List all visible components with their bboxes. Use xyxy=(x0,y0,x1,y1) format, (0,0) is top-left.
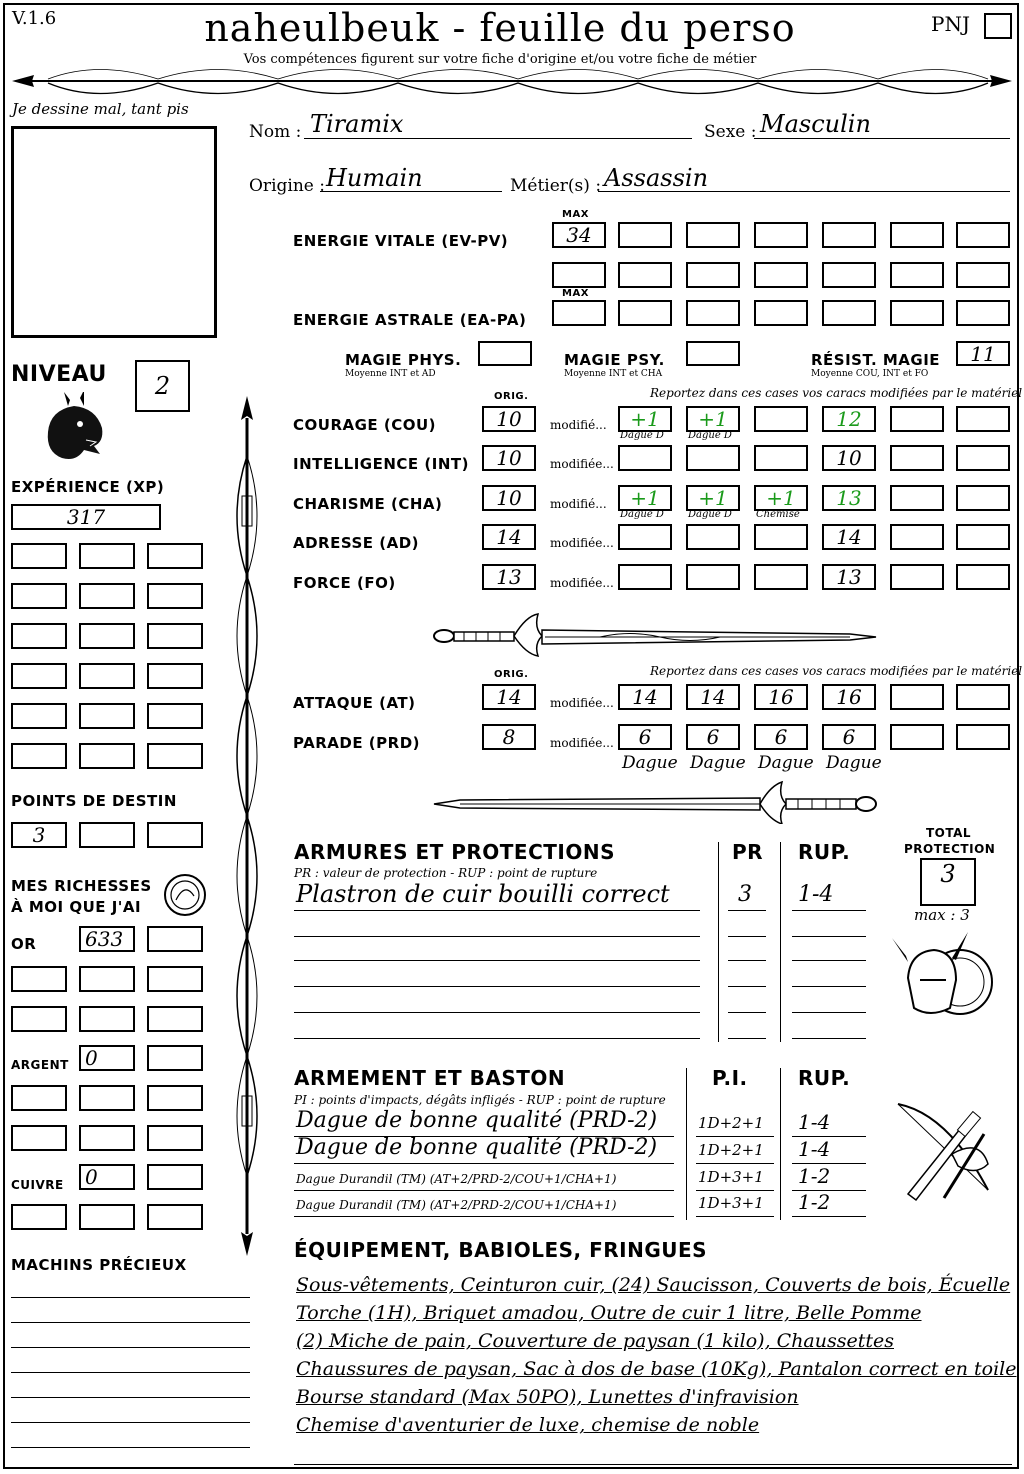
xp-box-4-1[interactable] xyxy=(79,703,135,729)
weapons-icon xyxy=(888,1094,1000,1210)
carac-mod-label-1: modifiée... xyxy=(550,457,614,471)
machins-line-2[interactable] xyxy=(11,1347,250,1348)
carac-cell-0-2[interactable] xyxy=(754,406,808,432)
combat-cell-0-4[interactable] xyxy=(890,684,944,710)
carac-orig-0[interactable]: 10 xyxy=(482,406,536,432)
carac-cell-0-5[interactable] xyxy=(956,406,1010,432)
armure-rup-line-5[interactable] xyxy=(792,1038,866,1039)
resist-magie-label: RÉSIST. MAGIE xyxy=(811,351,941,369)
armure-rup-line-1[interactable] xyxy=(792,936,866,937)
armement-pi-label: P.I. xyxy=(712,1066,748,1090)
xp-box-0-2[interactable] xyxy=(147,543,203,569)
energy-box-2-5[interactable] xyxy=(890,300,944,326)
money-box-4-1[interactable] xyxy=(79,1085,135,1111)
cuivre-label: CUIVRE xyxy=(11,1178,64,1192)
combat-cell-1-3[interactable]: 6 xyxy=(822,724,876,750)
resist-magie-box[interactable]: 11 xyxy=(956,341,1010,366)
max-protection-label: max : 3 xyxy=(914,906,970,924)
total-label: TOTAL xyxy=(926,826,972,840)
carac-cell-4-4[interactable] xyxy=(890,564,944,590)
xp-box-2-0[interactable] xyxy=(11,623,67,649)
carac-cell-3-0[interactable] xyxy=(618,524,672,550)
resist-magie-note: Moyenne COU, INT et FO xyxy=(811,369,929,379)
combat-orig-0[interactable]: 14 xyxy=(482,684,536,710)
combat-mod-label-0: modifiée... xyxy=(550,696,614,710)
money-box-1-1[interactable] xyxy=(79,966,135,992)
carac-cell-2-2[interactable]: +1 xyxy=(754,485,808,511)
combat-cell-1-4[interactable] xyxy=(890,724,944,750)
combat-cell-1-5[interactable] xyxy=(956,724,1010,750)
carac-cell-4-0[interactable] xyxy=(618,564,672,590)
armure-rup-0[interactable]: 1-4 xyxy=(798,882,834,907)
energy-box-0-3[interactable] xyxy=(754,222,808,248)
combat-cell-1-2[interactable]: 6 xyxy=(754,724,808,750)
armure-pr-line-3[interactable] xyxy=(728,986,766,987)
money-box-2-2[interactable] xyxy=(147,1006,203,1032)
arme-pi-1[interactable]: 1D+2+1 xyxy=(698,1141,764,1159)
carac-label-0: COURAGE (COU) xyxy=(293,416,437,434)
arme-line-3[interactable] xyxy=(294,1216,674,1217)
combat-report-note: Reportez dans ces cases vos caracs modifiées par le matériel xyxy=(650,664,1023,678)
armure-line-1[interactable] xyxy=(294,936,700,937)
armure-pr-line-5[interactable] xyxy=(728,1038,766,1039)
carac-label-1: INTELLIGENCE (INT) xyxy=(293,455,469,473)
carac-cell-4-2[interactable] xyxy=(754,564,808,590)
energy-box-0-0[interactable]: 34 xyxy=(552,222,606,248)
arme-name-1[interactable]: Dague de bonne qualité (PRD-2) xyxy=(296,1135,658,1160)
combat-label-0: ATTAQUE (AT) xyxy=(293,694,416,712)
armure-line-4[interactable] xyxy=(294,1012,700,1013)
xp-box-4-2[interactable] xyxy=(147,703,203,729)
energy-box-2-4[interactable] xyxy=(822,300,876,326)
equipement-title: ÉQUIPEMENT, BABIOLES, FRINGUES xyxy=(294,1238,708,1262)
machins-line-4[interactable] xyxy=(11,1397,250,1398)
ea-label: ENERGIE ASTRALE (EA-PA) xyxy=(293,311,527,329)
carac-cell-3-3[interactable]: 14 xyxy=(822,524,876,550)
energy-box-0-4[interactable] xyxy=(822,222,876,248)
equipement-line-4[interactable]: Bourse standard (Max 50PO), Lunettes d'infravision xyxy=(296,1386,799,1408)
armure-line-0[interactable] xyxy=(294,910,700,911)
arme-line-2[interactable] xyxy=(294,1190,674,1191)
xp-label: EXPÉRIENCE (XP) xyxy=(11,478,165,496)
armure-rup-line-3[interactable] xyxy=(792,986,866,987)
ea-max-label: MAX xyxy=(562,288,589,299)
sword-icon xyxy=(430,780,880,824)
money-box-1-2[interactable] xyxy=(147,966,203,992)
arme-pi-line-2[interactable] xyxy=(696,1190,774,1191)
combat-cell-1-0[interactable]: 6 xyxy=(618,724,672,750)
carac-sub-2-0: Dague D xyxy=(620,509,664,520)
energy-box-0-1[interactable] xyxy=(618,222,672,248)
arme-rup-0[interactable]: 1-4 xyxy=(798,1110,831,1134)
carac-cell-1-4[interactable] xyxy=(890,445,944,471)
money-box-7-2[interactable] xyxy=(147,1204,203,1230)
destin-box-3[interactable] xyxy=(147,822,203,848)
money-box-0-1[interactable] xyxy=(147,926,203,952)
portrait-caption: Je dessine mal, tant pis xyxy=(12,100,189,118)
armure-line-3[interactable] xyxy=(294,986,700,987)
combat-cell-0-1[interactable]: 14 xyxy=(686,684,740,710)
metier-field[interactable]: Assassin xyxy=(604,164,709,192)
energy-box-2-3[interactable] xyxy=(754,300,808,326)
energy-box-0-6[interactable] xyxy=(956,222,1010,248)
money-box-6-1[interactable] xyxy=(147,1164,203,1190)
money-box-3-1[interactable] xyxy=(147,1045,203,1071)
armures-pr-label: PR xyxy=(732,840,764,864)
carac-cell-2-0[interactable]: +1 xyxy=(618,485,672,511)
armures-rup-label: RUP. xyxy=(798,840,851,864)
armure-pr-0[interactable]: 3 xyxy=(738,882,752,907)
combat-cell-0-0[interactable]: 14 xyxy=(618,684,672,710)
page-subtitle: Vos compétences figurent sur votre fiche d'origine et/ou votre fiche de métier xyxy=(243,52,757,67)
money-box-1-0[interactable] xyxy=(11,966,67,992)
energy-box-2-1[interactable] xyxy=(618,300,672,326)
protection-label: PROTECTION xyxy=(904,842,996,856)
xp-box-3-1[interactable] xyxy=(79,663,135,689)
energy-box-1-2[interactable] xyxy=(686,262,740,288)
carac-cell-2-5[interactable] xyxy=(956,485,1010,511)
carac-sub-0-1: Dague D xyxy=(688,430,732,441)
armure-pr-line-2[interactable] xyxy=(728,960,766,961)
carac-sub-2-1: Dague D xyxy=(688,509,732,520)
version-label: V.1.6 xyxy=(12,8,57,29)
arme-line-1[interactable] xyxy=(294,1163,674,1164)
page-title: naheulbeuk - feuille du perso xyxy=(204,6,796,50)
carac-cell-3-5[interactable] xyxy=(956,524,1010,550)
xp-box-2-2[interactable] xyxy=(147,623,203,649)
destin-box-1[interactable]: 3 xyxy=(11,822,67,848)
magie-psy-box[interactable] xyxy=(686,341,740,366)
richesses-label-2: À MOI QUE J'AI xyxy=(11,898,142,916)
carac-orig-1[interactable]: 10 xyxy=(482,445,536,471)
energy-box-2-2[interactable] xyxy=(686,300,740,326)
armures-title: ARMURES ET PROTECTIONS xyxy=(294,840,615,864)
machins-line-3[interactable] xyxy=(11,1372,250,1373)
magie-phys-note: Moyenne INT et AD xyxy=(345,369,436,379)
money-box-4-2[interactable] xyxy=(147,1085,203,1111)
energy-box-1-1[interactable] xyxy=(618,262,672,288)
armement-title: ARMEMENT ET BASTON xyxy=(294,1066,566,1090)
carac-cell-1-0[interactable] xyxy=(618,445,672,471)
arme-name-2[interactable]: Dague Durandil (TM) (AT+2/PRD-2/COU+1/CHA+1) xyxy=(296,1172,617,1186)
helmet-shield-icon xyxy=(890,928,1000,1026)
carac-orig-4[interactable]: 13 xyxy=(482,564,536,590)
carac-label-3: ADRESSE (AD) xyxy=(293,534,420,552)
armure-rup-line-2[interactable] xyxy=(792,960,866,961)
machins-line-5[interactable] xyxy=(11,1422,250,1423)
carac-mod-label-0: modifié... xyxy=(550,418,607,432)
or-label: OR xyxy=(11,935,37,953)
energy-box-2-0[interactable] xyxy=(552,300,606,326)
arme-pi-0[interactable]: 1D+2+1 xyxy=(698,1114,764,1132)
energy-box-0-5[interactable] xyxy=(890,222,944,248)
machins-line-0[interactable] xyxy=(11,1297,250,1298)
xp-box[interactable]: 317 xyxy=(11,504,161,530)
carac-cell-0-0[interactable]: +1 xyxy=(618,406,672,432)
ev-label: ENERGIE VITALE (EV-PV) xyxy=(293,232,509,250)
vertical-spear-icon xyxy=(222,396,272,1256)
combat-cell-1-1[interactable]: 6 xyxy=(686,724,740,750)
portrait-box[interactable] xyxy=(11,126,217,338)
xp-box-5-0[interactable] xyxy=(11,743,67,769)
carac-cell-0-4[interactable] xyxy=(890,406,944,432)
carac-mod-label-2: modifié... xyxy=(550,497,607,511)
armure-rup-line-0[interactable] xyxy=(792,910,866,911)
xp-box-1-0[interactable] xyxy=(11,583,67,609)
combat-cell-0-3[interactable]: 16 xyxy=(822,684,876,710)
carac-mod-label-3: modifiée... xyxy=(550,536,614,550)
xp-box-1-1[interactable] xyxy=(79,583,135,609)
equipement-line-1[interactable]: Torche (1H), Briquet amadou, Outre de cuir 1 litre, Belle Pomme xyxy=(296,1302,922,1324)
machins-line-1[interactable] xyxy=(11,1322,250,1323)
carac-orig-3[interactable]: 14 xyxy=(482,524,536,550)
combat-label-1: PARADE (PRD) xyxy=(293,734,421,752)
nom-label: Nom : xyxy=(249,122,302,142)
carac-cell-4-5[interactable] xyxy=(956,564,1010,590)
carac-cell-2-3[interactable]: 13 xyxy=(822,485,876,511)
money-box-5-1[interactable] xyxy=(79,1125,135,1151)
arme-name-0[interactable]: Dague de bonne qualité (PRD-2) xyxy=(296,1108,658,1133)
xp-box-2-1[interactable] xyxy=(79,623,135,649)
carac-cell-1-2[interactable] xyxy=(754,445,808,471)
xp-box-3-0[interactable] xyxy=(11,663,67,689)
money-box-3-0[interactable]: 0 xyxy=(79,1045,135,1071)
arme-pi-2[interactable]: 1D+3+1 xyxy=(698,1168,764,1186)
arme-name-3[interactable]: Dague Durandil (TM) (AT+2/PRD-2/COU+1/CHA+1) xyxy=(296,1198,617,1212)
combat-weapon-label-3: Dague xyxy=(826,753,882,773)
carac-orig-2[interactable]: 10 xyxy=(482,485,536,511)
carac-cell-0-1[interactable]: +1 xyxy=(686,406,740,432)
equipement-line-3[interactable]: Chaussures de paysan, Sac à dos de base (10Kg), Pantalon correct en toile xyxy=(296,1358,1017,1380)
armure-pr-line-1[interactable] xyxy=(728,936,766,937)
money-box-7-1[interactable] xyxy=(79,1204,135,1230)
combat-orig-label: ORIG. xyxy=(494,669,529,680)
destin-box-2[interactable] xyxy=(79,822,135,848)
carac-cell-3-4[interactable] xyxy=(890,524,944,550)
origine-label: Origine : xyxy=(249,176,325,196)
money-box-5-0[interactable] xyxy=(11,1125,67,1151)
money-box-5-2[interactable] xyxy=(147,1125,203,1151)
xp-box-5-2[interactable] xyxy=(147,743,203,769)
xp-box-4-0[interactable] xyxy=(11,703,67,729)
pnj-checkbox[interactable] xyxy=(984,13,1012,39)
energy-box-1-0[interactable] xyxy=(552,262,606,288)
money-box-7-0[interactable] xyxy=(11,1204,67,1230)
energy-box-0-2[interactable] xyxy=(686,222,740,248)
energy-box-1-5[interactable] xyxy=(890,262,944,288)
carac-cell-0-3[interactable]: 12 xyxy=(822,406,876,432)
carac-cell-4-1[interactable] xyxy=(686,564,740,590)
equipement-line-0[interactable]: Sous-vêtements, Ceinturon cuir, (24) Saucisson, Couverts de bois, Écuelle xyxy=(296,1274,1011,1296)
carac-cell-3-2[interactable] xyxy=(754,524,808,550)
equipement-line-2[interactable]: (2) Miche de pain, Couverture de paysan (1 kilo), Chaussettes xyxy=(296,1330,894,1352)
xp-box-5-1[interactable] xyxy=(79,743,135,769)
armure-rup-line-4[interactable] xyxy=(792,1012,866,1013)
metier-label: Métier(s) : xyxy=(510,176,602,196)
armures-note: PR : valeur de protection - RUP : point de rupture xyxy=(294,866,598,880)
carac-cell-2-1[interactable]: +1 xyxy=(686,485,740,511)
combat-orig-1[interactable]: 8 xyxy=(482,724,536,750)
carac-cell-4-3[interactable]: 13 xyxy=(822,564,876,590)
dragon-head-icon xyxy=(40,392,106,464)
combat-mod-label-1: modifiée... xyxy=(550,736,614,750)
energy-box-1-3[interactable] xyxy=(754,262,808,288)
carac-cell-3-1[interactable] xyxy=(686,524,740,550)
carac-cell-1-3[interactable]: 10 xyxy=(822,445,876,471)
armure-pr-line-4[interactable] xyxy=(728,1012,766,1013)
carac-report-note: Reportez dans ces cases vos caracs modifiées par le matériel xyxy=(650,386,1023,400)
magie-phys-box[interactable] xyxy=(478,341,532,366)
origine-field[interactable]: Humain xyxy=(326,164,423,192)
energy-box-1-4[interactable] xyxy=(822,262,876,288)
carac-sub-0-0: Dague D xyxy=(620,430,664,441)
carac-orig-label: ORIG. xyxy=(494,391,529,402)
combat-weapon-label-2: Dague xyxy=(758,753,814,773)
arme-rup-3[interactable]: 1-2 xyxy=(798,1190,831,1214)
arme-rup-1[interactable]: 1-4 xyxy=(798,1137,831,1161)
xp-box-0-0[interactable] xyxy=(11,543,67,569)
sexe-field[interactable]: Masculin xyxy=(760,110,871,138)
carac-sub-2-2: Chemise xyxy=(756,509,800,520)
sexe-label: Sexe : xyxy=(704,122,757,142)
carac-cell-1-1[interactable] xyxy=(686,445,740,471)
sword-icon xyxy=(430,610,880,658)
money-box-6-0[interactable]: 0 xyxy=(79,1164,135,1190)
energy-box-2-6[interactable] xyxy=(956,300,1010,326)
magie-psy-label: MAGIE PSY. xyxy=(564,351,665,369)
carac-label-2: CHARISME (CHA) xyxy=(293,495,443,513)
combat-cell-0-5[interactable] xyxy=(956,684,1010,710)
arme-pi-line-0[interactable] xyxy=(696,1136,774,1137)
carac-mod-label-4: modifiée... xyxy=(550,576,614,590)
arme-rup-2[interactable]: 1-2 xyxy=(798,1164,831,1188)
argent-label: ARGENT xyxy=(11,1058,69,1072)
magie-phys-label: MAGIE PHYS. xyxy=(345,351,462,369)
armement-rup-label: RUP. xyxy=(798,1066,851,1090)
arme-pi-3[interactable]: 1D+3+1 xyxy=(698,1194,764,1212)
xp-box-1-2[interactable] xyxy=(147,583,203,609)
niveau-box[interactable]: 2 xyxy=(135,360,190,412)
combat-weapon-label-1: Dague xyxy=(690,753,746,773)
armement-note: PI : points d'impacts, dégâts infligés - RUP : point de rupture xyxy=(294,1093,666,1107)
carac-cell-1-5[interactable] xyxy=(956,445,1010,471)
arme-rup-line-3[interactable] xyxy=(792,1216,866,1217)
combat-cell-0-2[interactable]: 16 xyxy=(754,684,808,710)
carac-cell-2-4[interactable] xyxy=(890,485,944,511)
nom-field[interactable]: Tiramix xyxy=(310,110,404,138)
money-box-2-1[interactable] xyxy=(79,1006,135,1032)
coin-icon xyxy=(162,872,208,918)
energy-box-1-6[interactable] xyxy=(956,262,1010,288)
magie-psy-note: Moyenne INT et CHA xyxy=(564,369,663,379)
combat-weapon-label-0: Dague xyxy=(622,753,678,773)
spear-divider-icon xyxy=(8,64,1016,98)
ev-max-label: MAX xyxy=(562,209,589,220)
arme-pi-line-3[interactable] xyxy=(696,1216,774,1217)
money-box-0-0[interactable]: 633 xyxy=(79,926,135,952)
equipement-blank-line[interactable] xyxy=(294,1464,1012,1465)
machins-line-6[interactable] xyxy=(11,1447,250,1448)
total-protection-box[interactable]: 3 xyxy=(920,858,976,906)
xp-box-3-2[interactable] xyxy=(147,663,203,689)
machins-label: MACHINS PRÉCIEUX xyxy=(11,1256,187,1274)
armure-name-0[interactable]: Plastron de cuir bouilli correct xyxy=(296,880,670,908)
armure-pr-line-0[interactable] xyxy=(728,910,766,911)
money-box-2-0[interactable] xyxy=(11,1006,67,1032)
carac-label-4: FORCE (FO) xyxy=(293,574,396,592)
pnj-label: PNJ xyxy=(931,12,970,36)
armure-line-5[interactable] xyxy=(294,1038,700,1039)
equipement-line-5[interactable]: Chemise d'aventurier de luxe, chemise de noble xyxy=(296,1414,760,1436)
niveau-label: NIVEAU xyxy=(11,362,107,387)
destin-label: POINTS DE DESTIN xyxy=(11,792,177,810)
arme-pi-line-1[interactable] xyxy=(696,1163,774,1164)
armure-line-2[interactable] xyxy=(294,960,700,961)
money-box-4-0[interactable] xyxy=(11,1085,67,1111)
xp-box-0-1[interactable] xyxy=(79,543,135,569)
richesses-label: MES RICHESSES xyxy=(11,877,152,895)
